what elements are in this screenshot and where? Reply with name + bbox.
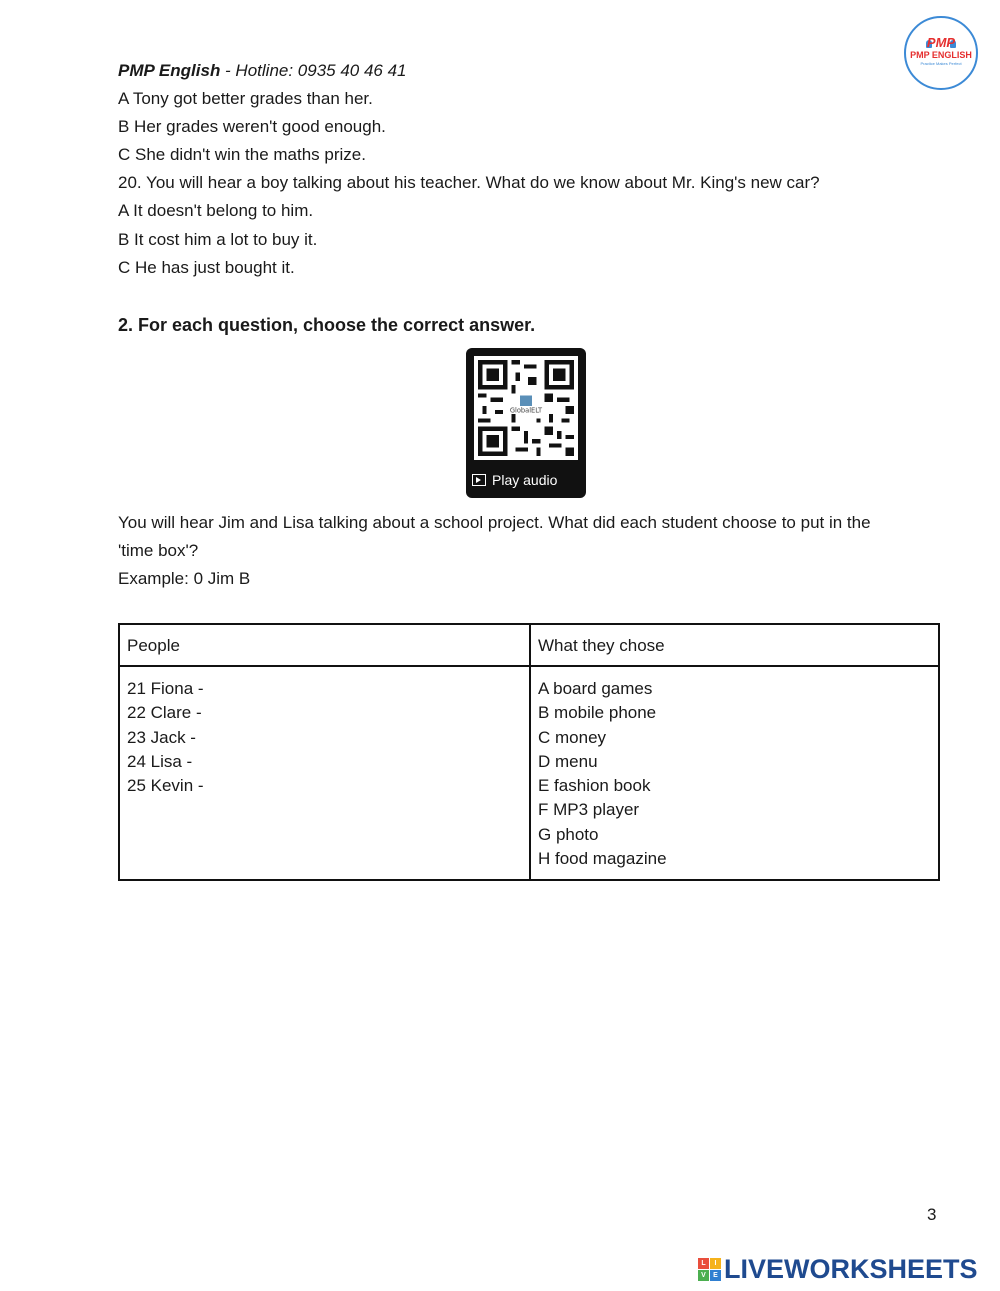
q20-option-c: C He has just bought it.: [118, 258, 295, 277]
q20-option-a: A It doesn't belong to him.: [118, 201, 314, 220]
person-22: 22 Clare -: [127, 703, 202, 723]
logo-tagline: Practice Makes Perfect: [920, 60, 962, 66]
play-audio-label: Play audio: [492, 472, 558, 488]
people-list: [127, 677, 204, 798]
section-2-example: Example: 0 Jim B: [118, 569, 251, 588]
block-v: V: [698, 1270, 709, 1281]
choices-list: [538, 677, 667, 871]
play-audio-button[interactable]: [466, 466, 586, 494]
qr-brand-text: GlobalELT: [509, 406, 543, 415]
brand-name: PMP English: [118, 61, 221, 80]
q19-option-a: A Tony got better grades than her.: [118, 89, 373, 108]
table-header-divider: [120, 665, 938, 667]
person-21: 21 Fiona -: [127, 679, 204, 698]
choice-h: H food magazine: [538, 849, 667, 869]
logo-name: PMP ENGLISH: [910, 49, 972, 60]
logo-mark: PMP: [926, 34, 956, 50]
choice-f: F MP3 player: [538, 800, 640, 820]
table-column-divider: [529, 625, 531, 879]
table-header-people: People: [127, 636, 180, 655]
choice-e: E fashion book: [538, 776, 651, 796]
liveworksheets-blocks-icon: [698, 1258, 721, 1281]
q20-option-b: B It cost him a lot to buy it.: [118, 230, 318, 249]
person-25: 25 Kevin -: [127, 776, 204, 796]
play-icon: [472, 474, 486, 486]
pmp-english-logo: [904, 16, 978, 90]
page-number: 3: [927, 1205, 937, 1224]
qr-code-icon: [474, 356, 578, 460]
q20-question: 20. You will hear a boy talking about his teacher. What do we know about Mr. King's new car?: [118, 173, 820, 192]
choice-b: B mobile phone: [538, 703, 657, 723]
liveworksheets-wordmark: LIVEWORKSHEETS: [724, 1254, 978, 1284]
block-i: I: [710, 1258, 721, 1269]
hotline-text: - Hotline: 0935 40 46 41: [220, 61, 407, 80]
liveworksheets-logo: [698, 1254, 978, 1285]
q19-option-c: C She didn't win the maths prize.: [118, 145, 366, 164]
matching-table: [118, 623, 940, 881]
header-hotline: [118, 57, 407, 85]
qr-audio-card[interactable]: [466, 348, 586, 498]
choice-c: C money: [538, 727, 607, 747]
section-2-heading: 2. For each question, choose the correct answer.: [118, 315, 536, 335]
table-header-choices: What they chose: [538, 636, 665, 655]
section-2-instructions-line-1: You will hear Jim and Lisa talking about a school project. What did each student choose to put in the: [118, 513, 871, 532]
person-24: 24 Lisa -: [127, 751, 193, 771]
q19-option-b: B Her grades weren't good enough.: [118, 117, 386, 136]
choice-d: D menu: [538, 751, 598, 771]
block-e: E: [710, 1270, 721, 1281]
section-2-instructions-line-2: 'time box'?: [118, 541, 199, 560]
person-23: 23 Jack -: [127, 727, 196, 747]
block-l: L: [698, 1258, 709, 1269]
choice-g: G photo: [538, 824, 599, 844]
choice-a: A board games: [538, 679, 653, 698]
